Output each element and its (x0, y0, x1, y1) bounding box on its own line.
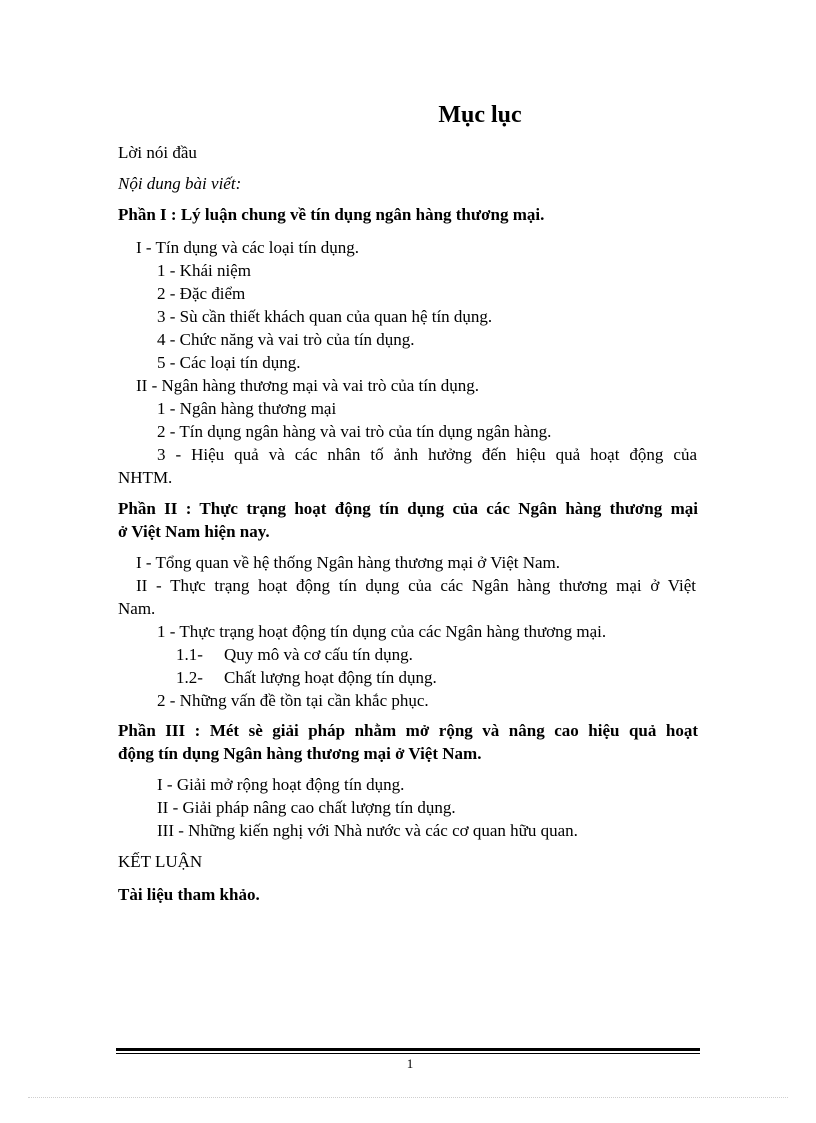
part3-item: I - Giải mở rộng hoạt động tín dụng. (157, 775, 405, 794)
part3-heading: Phần III : Mét sè giải pháp nhằm mở rộng và nâng cao hiệu quả hoạt (118, 721, 698, 740)
part1-section2-item: 2 - Tín dụng ngân hàng và vai trò của tín dụng ngân hàng. (157, 422, 552, 441)
part2-section2-cont: Nam. (118, 599, 156, 618)
part2-section1: I - Tổng quan về hệ thống Ngân hàng thương mại ở Việt Nam. (136, 553, 561, 572)
part1-heading: Phần I : Lý luận chung về tín dụng ngân hàng thương mại. (118, 205, 545, 224)
part3-item: III - Những kiến nghị với Nhà nước và các cơ quan hữu quan. (157, 821, 578, 840)
part1-section1-item: 3 - Sù cần thiết khách quan của quan hệ tín dụng. (157, 307, 493, 326)
page-number-text: 1 (406, 1056, 414, 1071)
part1-section2: II - Ngân hàng thương mại và vai trò của tín dụng. (136, 376, 480, 395)
part3-item: II - Giải pháp nâng cao chất lượng tín dụng. (157, 798, 456, 817)
part2-heading: Phần II : Thực trạng hoạt động tín dụng của các Ngân hàng thương mại (118, 499, 698, 518)
toc-content-heading: Nội dung bài viết: (118, 174, 242, 193)
page-number (0, 1056, 816, 1072)
subitem-text: Quy mô và cơ cấu tín dụng. (224, 645, 413, 664)
part3-heading-cont: động tín dụng Ngân hàng thương mại ở Việt Nam. (118, 744, 482, 763)
subitem-number: 1.2- (176, 668, 203, 687)
part2-item1: 1 - Thực trạng hoạt động tín dụng của các Ngân hàng thương mại. (157, 622, 607, 641)
part2-item2: 2 - Những vấn đề tồn tại cần khắc phục. (157, 691, 429, 710)
part1-section1: I - Tín dụng và các loại tín dụng. (136, 238, 359, 257)
part2-heading-cont: ở Việt Nam hiện nay. (118, 522, 270, 541)
part1-section1-item: 2 - Đặc điểm (157, 284, 246, 303)
toc-references: Tài liệu tham khảo. (118, 885, 260, 904)
page-bottom-divider (28, 1097, 788, 1098)
part2-section2: II - Thực trạng hoạt động tín dụng của các Ngân hàng thương mại ở Việt (136, 576, 696, 595)
part1-section1-item: 1 - Khái niệm (157, 261, 251, 280)
part2-subitem (176, 644, 756, 666)
subitem-text: Chất lượng hoạt động tín dụng. (224, 668, 437, 687)
toc-preface: Lời nói đầu (118, 143, 197, 162)
part2-subitem (176, 667, 756, 689)
part1-section2-item: 1 - Ngân hàng thương mại (157, 399, 337, 418)
footer-rule-thick (116, 1048, 700, 1051)
part1-section2-item3-cont: NHTM. (118, 468, 173, 487)
toc-conclusion: KẾT LUẬN (118, 852, 203, 871)
subitem-number: 1.1- (176, 645, 203, 664)
part1-section1-item: 5 - Các loại tín dụng. (157, 353, 301, 372)
toc-title: Mục lục (438, 102, 522, 128)
footer-rule-thin (116, 1053, 700, 1054)
part1-section2-item3: 3 - Hiệu quả và các nhân tố ảnh hưởng đến hiệu quả hoạt động của (157, 445, 697, 464)
part1-section1-item: 4 - Chức năng và vai trò của tín dụng. (157, 330, 415, 349)
